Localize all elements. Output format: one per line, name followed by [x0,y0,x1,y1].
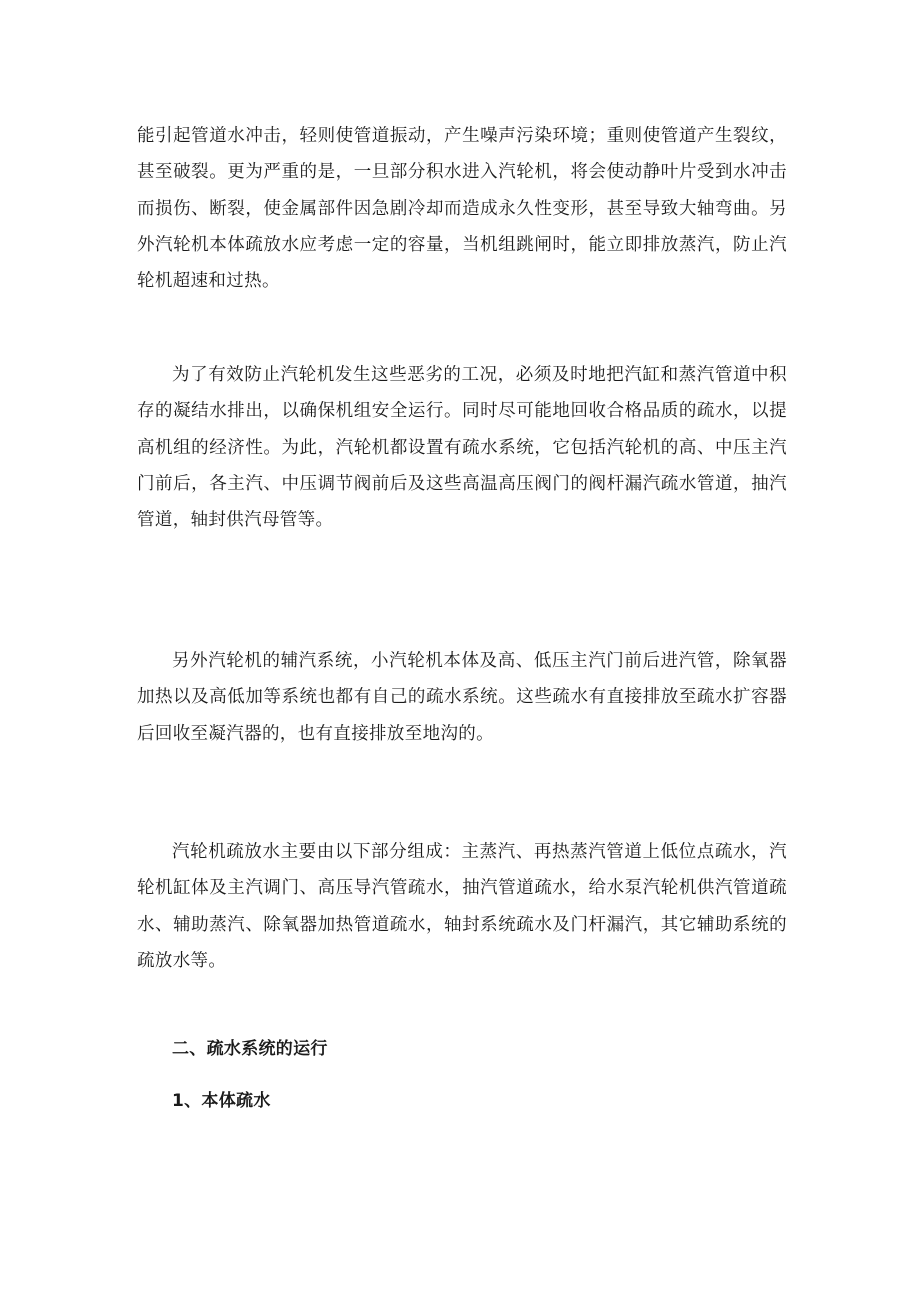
paragraph-drain-purpose: 为了有效防止汽轮机发生这些恶劣的工况，必须及时地把汽缸和蒸汽管道中积存的凝结水排出，以确保机组安全运行。同时尽可能地回收合格品质的疏水，以提高机组的经济性。为此，汽轮机都设置有疏水系统，它包括汽轮机的高、中压主汽门前后，各主汽、中压调节阀前后及这些高温高压阀门的阀杆漏汽疏水管道，抽汽管道，轴封供汽母管等。 [137,365,787,531]
paragraph-water-hammer-risk: 能引起管道水冲击，轻则使管道振动，产生噪声污染环境；重则使管道产生裂纹，甚至破裂。更为严重的是，一旦部分积水进入汽轮机，将会使动静叶片受到水冲击而损伤、断裂，使金属部件因急剧冷却而造成永久性变形，甚至导致大轴弯曲。另外汽轮机本体疏放水应考虑一定的容量，当机组跳闸时，能立即排放蒸汽，防止汽轮机超速和过热。 [137,126,787,292]
subsection-heading: 1、本体疏水 [172,1091,271,1111]
paragraph-auxiliary-drains: 另外汽轮机的辅汽系统，小汽轮机本体及高、低压主汽门前后进汽管，除氧器加热以及高低加等系统也都有自己的疏水系统。这些疏水有直接排放至疏水扩容器后回收至凝汽器的，也有直接排放至地沟的。 [137,651,787,744]
section-heading: 二、疏水系统的运行 [172,1039,328,1059]
paragraph-drain-components: 汽轮机疏放水主要由以下部分组成：主蒸汽、再热蒸汽管道上低位点疏水，汽轮机缸体及主汽调门、高压导汽管疏水，抽汽管道疏水，给水泵汽轮机供汽管道疏水、辅助蒸汽、除氧器加热管道疏水，轴封系统疏水及门杆漏汽，其它辅助系统的疏放水等。 [137,842,787,971]
